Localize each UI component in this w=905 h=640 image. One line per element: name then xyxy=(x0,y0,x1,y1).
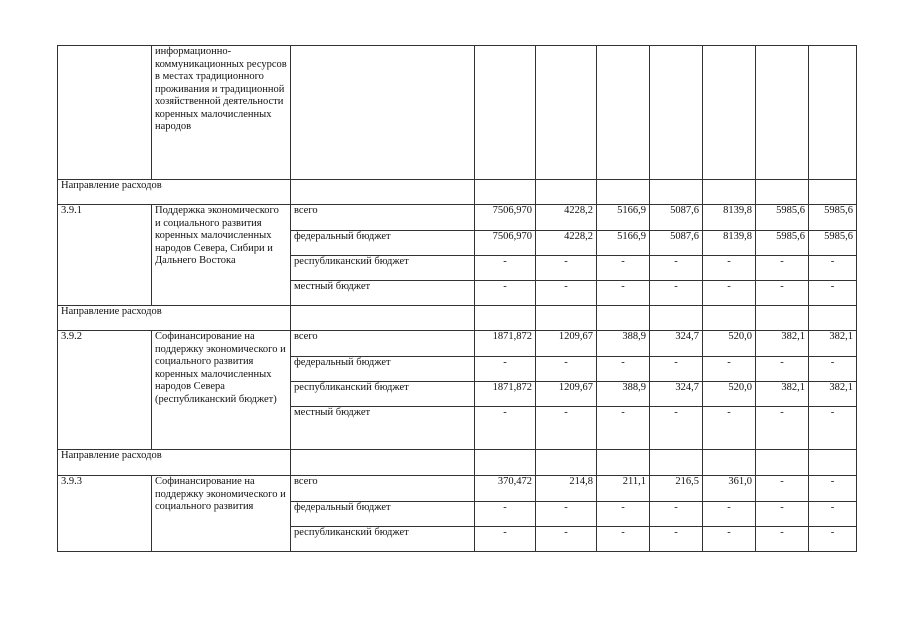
amount-cell: 216,5 xyxy=(650,476,703,502)
amount-cell: - xyxy=(475,407,536,450)
amount-cell: - xyxy=(475,527,536,552)
amount-cell: - xyxy=(597,527,650,552)
amount-cell: 8139,8 xyxy=(703,205,756,231)
funding-source: федеральный бюджет xyxy=(291,357,475,382)
amount-cell: 1209,67 xyxy=(536,331,597,357)
amount-cell: - xyxy=(536,281,597,306)
amount-cell: - xyxy=(756,407,809,450)
amount-cell: 388,9 xyxy=(597,331,650,357)
amount-cell: - xyxy=(597,502,650,527)
amount-cell: 324,7 xyxy=(650,331,703,357)
amount-cell: 7506,970 xyxy=(475,205,536,231)
amount-cell: - xyxy=(650,357,703,382)
amount-cell: - xyxy=(475,357,536,382)
funding-source: местный бюджет xyxy=(291,407,475,450)
amount-cell: - xyxy=(650,407,703,450)
table-row xyxy=(58,205,857,231)
section-code: 3.9.2 xyxy=(58,331,152,450)
direction-label: Направление расходов xyxy=(58,450,291,476)
amount-cell: - xyxy=(809,281,857,306)
amount-cell: 7506,970 xyxy=(475,231,536,256)
amount-cell: 361,0 xyxy=(703,476,756,502)
section-code: 3.9.1 xyxy=(58,205,152,306)
amount-cell: 5166,9 xyxy=(597,231,650,256)
direction-row xyxy=(58,450,857,476)
amount-cell: - xyxy=(703,256,756,281)
section-code: 3.9.3 xyxy=(58,476,152,552)
amount-cell: - xyxy=(536,256,597,281)
amount-cell: - xyxy=(809,357,857,382)
amount-cell: - xyxy=(756,357,809,382)
funding-source: всего xyxy=(291,476,475,502)
amount-cell: - xyxy=(650,502,703,527)
amount-cell: 4228,2 xyxy=(536,205,597,231)
direction-row xyxy=(58,306,857,331)
amount-cell: - xyxy=(597,407,650,450)
table-row xyxy=(58,476,857,502)
table-row xyxy=(58,331,857,357)
amount-cell: - xyxy=(756,281,809,306)
amount-cell: - xyxy=(536,407,597,450)
code-cell xyxy=(58,46,152,180)
amount-cell: 324,7 xyxy=(650,382,703,407)
amount-cell: - xyxy=(756,256,809,281)
amount-cell: - xyxy=(475,502,536,527)
amount-cell: 4228,2 xyxy=(536,231,597,256)
amount-cell: 520,0 xyxy=(703,331,756,357)
amount-cell: 382,1 xyxy=(809,382,857,407)
section-name: Поддержка экономического и социального развития коренных малочисленных народов Севера, Сибири и Дальнего Востока xyxy=(152,205,291,306)
amount-cell: - xyxy=(809,407,857,450)
funding-source: республиканский бюджет xyxy=(291,382,475,407)
amount-cell: - xyxy=(809,476,857,502)
amount-cell: - xyxy=(650,527,703,552)
amount-cell: - xyxy=(475,281,536,306)
amount-cell: - xyxy=(597,281,650,306)
amount-cell: 5166,9 xyxy=(597,205,650,231)
amount-cell: - xyxy=(703,502,756,527)
amount-cell: - xyxy=(756,527,809,552)
amount-cell: 382,1 xyxy=(756,382,809,407)
amount-cell: - xyxy=(536,527,597,552)
amount-cell: - xyxy=(703,357,756,382)
amount-cell: 388,9 xyxy=(597,382,650,407)
section-name: Софинансирование на поддержку экономического и социального развития xyxy=(152,476,291,552)
amount-cell: - xyxy=(650,256,703,281)
funding-source: федеральный бюджет xyxy=(291,231,475,256)
amount-cell: 5985,6 xyxy=(809,205,857,231)
direction-row xyxy=(58,180,857,205)
amount-cell: - xyxy=(597,256,650,281)
funding-source: местный бюджет xyxy=(291,281,475,306)
funding-source: всего xyxy=(291,205,475,231)
activity-name-cell: информационно-коммуникационных ресурсов в местах традиционного проживания и традиционной хозяйственной деятельности коренных малочисленных народов xyxy=(152,46,291,180)
section-name: Софинансирование на поддержку экономического и социального развития коренных малочисленных народов Севера (республиканский бюджет) xyxy=(152,331,291,450)
funding-source: всего xyxy=(291,331,475,357)
amount-cell: 5985,6 xyxy=(756,205,809,231)
amount-cell: 8139,8 xyxy=(703,231,756,256)
amount-cell: 382,1 xyxy=(756,331,809,357)
amount-cell: 382,1 xyxy=(809,331,857,357)
amount-cell: 214,8 xyxy=(536,476,597,502)
amount-cell: 370,472 xyxy=(475,476,536,502)
amount-cell: - xyxy=(703,407,756,450)
amount-cell: - xyxy=(756,476,809,502)
amount-cell: 211,1 xyxy=(597,476,650,502)
amount-cell: 1209,67 xyxy=(536,382,597,407)
amount-cell: - xyxy=(809,502,857,527)
amount-cell: - xyxy=(703,281,756,306)
funding-source: федеральный бюджет xyxy=(291,502,475,527)
amount-cell: - xyxy=(597,357,650,382)
amount-cell: - xyxy=(475,256,536,281)
amount-cell: 5087,6 xyxy=(650,231,703,256)
direction-label: Направление расходов xyxy=(58,306,291,331)
amount-cell: 1871,872 xyxy=(475,382,536,407)
budget-table xyxy=(57,45,857,552)
amount-cell: 5985,6 xyxy=(809,231,857,256)
amount-cell: - xyxy=(756,502,809,527)
continuation-row xyxy=(58,46,857,180)
amount-cell: 1871,872 xyxy=(475,331,536,357)
amount-cell: - xyxy=(650,281,703,306)
amount-cell: - xyxy=(809,256,857,281)
amount-cell: - xyxy=(809,527,857,552)
amount-cell: 5985,6 xyxy=(756,231,809,256)
amount-cell: 520,0 xyxy=(703,382,756,407)
amount-cell: - xyxy=(536,357,597,382)
funding-source: республиканский бюджет xyxy=(291,256,475,281)
funding-source: республиканский бюджет xyxy=(291,527,475,552)
direction-label: Направление расходов xyxy=(58,180,291,205)
amount-cell: 5087,6 xyxy=(650,205,703,231)
amount-cell: - xyxy=(536,502,597,527)
amount-cell: - xyxy=(703,527,756,552)
